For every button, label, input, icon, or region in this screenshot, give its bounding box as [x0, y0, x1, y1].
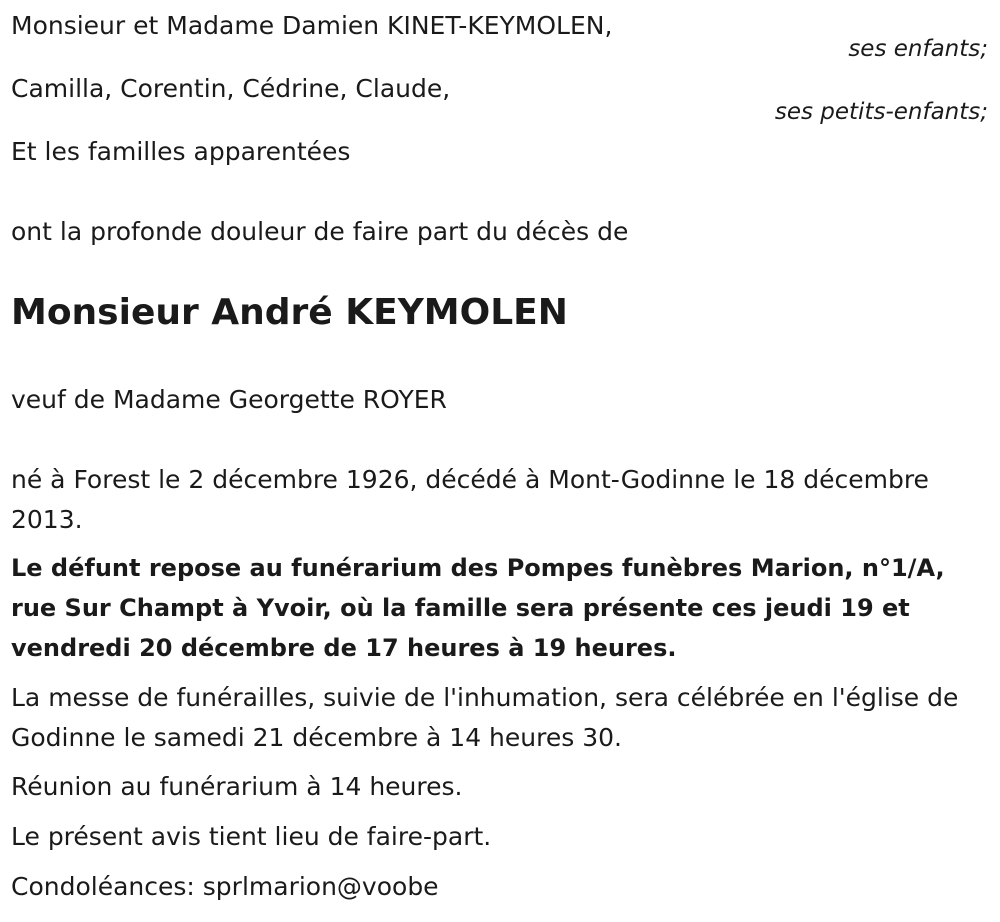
meeting-line: Réunion au funérarium à 14 heures. [11, 772, 463, 801]
grandchildren-line: Camilla, Corentin, Cédrine, Claude, [11, 74, 451, 103]
children-label: ses enfants; [848, 36, 988, 62]
relatives-line: Et les familles apparentées [11, 137, 351, 166]
grandchildren-label: ses petits-enfants; [774, 99, 988, 125]
mass-paragraph: La messe de funérailles, suivie de l'inhumation, sera célébrée en l'église de Godinne le samedi 21 décembre à 14 heures 30. [11, 683, 959, 752]
birth-death-paragraph: né à Forest le 2 décembre 1926, décédé à Mont-Godinne le 18 décembre 2013. [11, 465, 929, 534]
deceased-name: Monsieur André KEYMOLEN [11, 292, 568, 333]
repose-paragraph: Le défunt repose au funérarium des Pompes funèbres Marion, n°1/A, rue Sur Champt à Yvoir, où la famille sera présente ces jeudi 19 et vendredi 20 décembre de 17 heures à 19 heures. [11, 554, 945, 662]
condolences-line: Condoléances: sprlmarion@voobe [11, 872, 439, 901]
announcement-text: ont la profonde douleur de faire part du décès de [11, 217, 629, 246]
children-line: Monsieur et Madame Damien KINET-KEYMOLEN, [11, 11, 613, 40]
widower-line: veuf de Madame Georgette ROYER [11, 385, 447, 414]
notice-line: Le présent avis tient lieu de faire-part. [11, 822, 492, 851]
